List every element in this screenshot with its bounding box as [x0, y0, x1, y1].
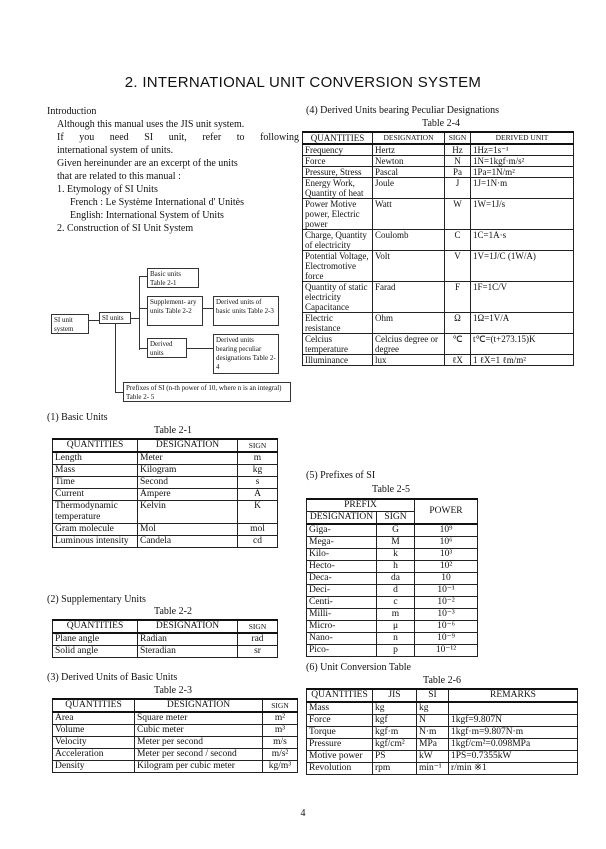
table-row — [53, 712, 298, 725]
col-header: DERIVED UNIT — [471, 132, 574, 144]
page-number: 4 — [300, 808, 306, 819]
cell: 1N=1kgf·m/s² — [471, 156, 574, 167]
cell: m/s — [263, 737, 298, 749]
cell: d — [377, 585, 415, 597]
section-supplementary-units: (2) Supplementary Units — [47, 594, 146, 605]
cell: r/min ※1 — [449, 763, 578, 775]
cell: 10⁶ — [415, 537, 478, 549]
cell: 1V=1J/C (1W/A) — [471, 251, 574, 282]
cell: Farad — [373, 282, 445, 313]
table-row — [53, 725, 298, 737]
cell: Pressure — [307, 739, 373, 751]
cell: t℃=(t+273.15)K — [471, 334, 574, 355]
cell: J — [445, 178, 471, 199]
cell: 10² — [415, 561, 478, 573]
cell: A — [238, 489, 278, 501]
cell: Potential Voltage, Electromotive force — [303, 251, 373, 282]
cell: 10⁻³ — [415, 609, 478, 621]
cell: Giga- — [307, 524, 377, 537]
table-row — [303, 144, 574, 156]
intro-line: international system of units. — [57, 145, 174, 156]
intro-heading: Introduction — [47, 106, 97, 117]
cell: ℃ — [445, 334, 471, 355]
cell: 10⁻¹ — [415, 585, 478, 597]
table-row — [307, 739, 578, 751]
cell: Kilogram — [138, 465, 238, 477]
table-row — [307, 763, 578, 775]
cell: Electric resistance — [303, 313, 373, 334]
cell: 1kgf=9.807N — [449, 715, 578, 727]
section-derived-basic-units: (3) Derived Units of Basic Units — [47, 672, 178, 683]
cell — [449, 702, 578, 715]
col-header: DESIGNATION — [138, 620, 238, 633]
cell: Time — [53, 477, 138, 489]
cell: Kilo- — [307, 549, 377, 561]
cell: Mass — [307, 702, 373, 715]
table-caption: Table 2-4 — [422, 118, 460, 129]
col-header: DESIGNATION — [138, 439, 238, 452]
cell: Milli- — [307, 609, 377, 621]
table-row — [303, 156, 574, 167]
section-unit-conversion: (6) Unit Conversion Table — [306, 662, 411, 673]
col-header: SIGN — [238, 620, 278, 633]
table-row — [307, 549, 478, 561]
col-header: POWER — [415, 499, 478, 524]
cell: Ampere — [138, 489, 238, 501]
cell: Micro- — [307, 621, 377, 633]
cell: 1F=1C/V — [471, 282, 574, 313]
cell: PS — [373, 751, 417, 763]
cell: 1C=1A·s — [471, 230, 574, 251]
cell: Hecto- — [307, 561, 377, 573]
col-header: SIGN — [377, 512, 415, 525]
cell: G — [377, 524, 415, 537]
diagram-si-unit-system: SI unit system — [51, 314, 89, 334]
cell: Force — [307, 715, 373, 727]
cell: Power Motive power, Electric power — [303, 199, 373, 230]
col-header: QUANTITIES — [53, 620, 138, 633]
cell: mol — [238, 524, 278, 536]
cell: 10⁻¹² — [415, 645, 478, 657]
table-row — [307, 727, 578, 739]
cell: Current — [53, 489, 138, 501]
section-derived-peculiar-units: (4) Derived Units bearing Peculiar Designations — [306, 105, 500, 116]
diagram-derived-basic: Derived units of basic units Table 2-3 — [213, 296, 279, 326]
cell: Meter — [138, 452, 238, 465]
table-caption: Table 2-3 — [154, 685, 192, 696]
cell: Centi- — [307, 597, 377, 609]
col-header: DESIGNATION — [135, 699, 263, 712]
page-title: 2. INTERNATIONAL UNIT CONVERSION SYSTEM — [124, 74, 482, 91]
table-row — [307, 597, 478, 609]
cell: ℓX — [445, 355, 471, 366]
table-row — [303, 355, 574, 366]
cell: μ — [377, 621, 415, 633]
table-row — [307, 561, 478, 573]
table-row — [53, 465, 278, 477]
table-row — [53, 749, 298, 761]
cell: Illuminance — [303, 355, 373, 366]
cell: Hz — [445, 144, 471, 156]
cell: lux — [373, 355, 445, 366]
cell: MPa — [417, 739, 449, 751]
cell: 10⁻⁹ — [415, 633, 478, 645]
cell: Volume — [53, 725, 135, 737]
table-row — [53, 761, 298, 773]
cell: Torque — [307, 727, 373, 739]
cell: Motive power — [307, 751, 373, 763]
table-row — [53, 501, 278, 524]
cell: N — [445, 156, 471, 167]
cell: Coulomb — [373, 230, 445, 251]
cell: kg — [417, 702, 449, 715]
cell: Kilogram per cubic meter — [135, 761, 263, 773]
cell: 1Hz=1s⁻¹ — [471, 144, 574, 156]
cell: 1J=1N·m — [471, 178, 574, 199]
table-row — [53, 633, 278, 646]
intro-line: that are related to this manual : — [57, 171, 181, 182]
cell: Solid angle — [53, 646, 138, 658]
table-row — [307, 621, 478, 633]
cell: Plane angle — [53, 633, 138, 646]
table-row — [307, 751, 578, 763]
list-subitem: French : Le Système International d' Unitès — [70, 197, 244, 208]
cell: Mega- — [307, 537, 377, 549]
table-row — [307, 585, 478, 597]
cell: kg/m³ — [263, 761, 298, 773]
cell: Charge, Quantity of electricity — [303, 230, 373, 251]
table-row — [303, 313, 574, 334]
table-row — [303, 230, 574, 251]
col-header: JIS — [373, 689, 417, 702]
cell: 10³ — [415, 549, 478, 561]
cell: Volt — [373, 251, 445, 282]
col-group-header: PREFIX — [307, 499, 415, 512]
cell: Density — [53, 761, 135, 773]
col-header: SIGN — [263, 699, 298, 712]
cell: Nano- — [307, 633, 377, 645]
table-row — [53, 477, 278, 489]
table-row — [307, 537, 478, 549]
cell: Hertz — [373, 144, 445, 156]
cell: Cubic meter — [135, 725, 263, 737]
list-item: 1. Etymology of SI Units — [57, 184, 158, 195]
cell: W — [445, 199, 471, 230]
cell: 10⁻² — [415, 597, 478, 609]
table-row — [307, 633, 478, 645]
section-basic-units: (1) Basic Units — [47, 412, 108, 423]
table-caption: Table 2-6 — [423, 675, 461, 686]
unit-conversion-table — [306, 688, 578, 775]
cell: kW — [417, 751, 449, 763]
table-row — [303, 251, 574, 282]
table-row — [303, 167, 574, 178]
list-subitem: English: International System of Units — [70, 210, 224, 221]
diagram-si-units: SI units — [99, 312, 131, 324]
col-header: SIGN — [445, 132, 471, 144]
table-row — [307, 609, 478, 621]
cell: 1 ℓX=1 ℓm/m² — [471, 355, 574, 366]
cell: 1Pa=1N/m² — [471, 167, 574, 178]
diagram-derived-units: Derived units — [147, 338, 187, 358]
cell: 1W=1J/s — [471, 199, 574, 230]
table-row — [303, 199, 574, 230]
diagram-supplementary-units: Supplement- ary units Table 2-2 — [147, 296, 203, 326]
col-header: QUANTITIES — [53, 439, 138, 452]
basic-units-table — [52, 438, 278, 548]
cell: k — [377, 549, 415, 561]
cell: Meter per second / second — [135, 749, 263, 761]
table-caption: Table 2-2 — [154, 606, 192, 617]
cell: m — [238, 452, 278, 465]
col-header: DESIGNATION — [307, 512, 377, 525]
cell: m/s² — [263, 749, 298, 761]
si-construction-diagram — [47, 262, 299, 402]
table-row — [307, 715, 578, 727]
cell: F — [445, 282, 471, 313]
table-caption: Table 2-1 — [154, 425, 192, 436]
cell: Ω — [445, 313, 471, 334]
cell: Ohm — [373, 313, 445, 334]
cell: 10 — [415, 573, 478, 585]
derived-peculiar-units-table — [302, 131, 574, 366]
cell: Celcius degree or degree — [373, 334, 445, 355]
cell: sr — [238, 646, 278, 658]
cell: Watt — [373, 199, 445, 230]
table-row — [303, 282, 574, 313]
cell: kgf·m — [373, 727, 417, 739]
cell: c — [377, 597, 415, 609]
cell: M — [377, 537, 415, 549]
cell: V — [445, 251, 471, 282]
col-header: DESIGNATION — [373, 132, 445, 144]
cell: Pa — [445, 167, 471, 178]
col-header: REMARKS — [449, 689, 578, 702]
introduction — [47, 105, 299, 235]
col-header: QUANTITIES — [53, 699, 135, 712]
cell: 1Ω=1V/A — [471, 313, 574, 334]
cell: kg — [238, 465, 278, 477]
col-header: QUANTITIES — [303, 132, 373, 144]
cell: Length — [53, 452, 138, 465]
cell: h — [377, 561, 415, 573]
cell: 1PS=0.7355kW — [449, 751, 578, 763]
table-row — [307, 573, 478, 585]
diagram-derived-peculiar: Derived units bearing peculiar designations Table 2-4 — [213, 334, 279, 374]
cell: p — [377, 645, 415, 657]
cell: Meter per second — [135, 737, 263, 749]
cell: Pressure, Stress — [303, 167, 373, 178]
cell: kgf/cm² — [373, 739, 417, 751]
cell: Revolution — [307, 763, 373, 775]
table-caption: Table 2-5 — [372, 484, 410, 495]
cell: Velocity — [53, 737, 135, 749]
cell: K — [238, 501, 278, 524]
table-row — [53, 646, 278, 658]
cell: da — [377, 573, 415, 585]
cell: Mass — [53, 465, 138, 477]
cell: Steradian — [138, 646, 238, 658]
table-row — [53, 536, 278, 548]
table-row — [53, 489, 278, 501]
intro-line: If you need SI unit, refer to following — [57, 132, 299, 143]
cell: Force — [303, 156, 373, 167]
col-header: SIGN — [238, 439, 278, 452]
cell: n — [377, 633, 415, 645]
cell: Pico- — [307, 645, 377, 657]
cell: Newton — [373, 156, 445, 167]
cell: Energy Work, Quantity of heat — [303, 178, 373, 199]
cell: 10⁹ — [415, 524, 478, 537]
cell: s — [238, 477, 278, 489]
cell: N — [417, 715, 449, 727]
list-item: 2. Construction of SI Unit System — [57, 223, 194, 234]
cell: Mol — [138, 524, 238, 536]
cell: rad — [238, 633, 278, 646]
cell: 10⁻⁶ — [415, 621, 478, 633]
diagram-basic-units: Basic units Table 2-1 — [147, 268, 199, 288]
intro-line: Given hereinunder are an excerpt of the units — [57, 158, 238, 169]
cell: Kelvin — [138, 501, 238, 524]
table-row — [53, 524, 278, 536]
cell: kgf — [373, 715, 417, 727]
cell: Joule — [373, 178, 445, 199]
supplementary-units-table — [52, 619, 278, 658]
cell: Square meter — [135, 712, 263, 725]
col-header: SI — [417, 689, 449, 702]
cell: Candela — [138, 536, 238, 548]
cell: 1kgf/cm²=0.098MPa — [449, 739, 578, 751]
cell: N·m — [417, 727, 449, 739]
cell: Frequency — [303, 144, 373, 156]
cell: Radian — [138, 633, 238, 646]
intro-line: Although this manual uses the JIS unit system. — [57, 119, 245, 130]
table-row — [303, 178, 574, 199]
cell: Celcius temperature — [303, 334, 373, 355]
table-row — [303, 334, 574, 355]
cell: kg — [373, 702, 417, 715]
cell: Deci- — [307, 585, 377, 597]
cell: min⁻¹ — [417, 763, 449, 775]
cell: m — [377, 609, 415, 621]
cell: rpm — [373, 763, 417, 775]
derived-basic-units-table — [52, 698, 298, 773]
cell: Luminous intensity — [53, 536, 138, 548]
cell: Pascal — [373, 167, 445, 178]
cell: m² — [263, 712, 298, 725]
cell: Quantity of static electricity Capacitance — [303, 282, 373, 313]
cell: Acceleration — [53, 749, 135, 761]
cell: Second — [138, 477, 238, 489]
table-row — [307, 702, 578, 715]
cell: Gram molecule — [53, 524, 138, 536]
cell: C — [445, 230, 471, 251]
cell: Deca- — [307, 573, 377, 585]
cell: Thermodynamic temperature — [53, 501, 138, 524]
cell: 1kgf·m=9.807N·m — [449, 727, 578, 739]
section-prefixes: (5) Prefixes of SI — [306, 470, 376, 481]
cell: cd — [238, 536, 278, 548]
cell: Area — [53, 712, 135, 725]
table-row — [307, 524, 478, 537]
col-header: QUANTITIES — [307, 689, 373, 702]
table-row — [53, 737, 298, 749]
cell: m³ — [263, 725, 298, 737]
table-row — [307, 645, 478, 657]
prefixes-table — [306, 498, 478, 657]
diagram-prefixes: Prefixes of SI (n-th power of 10, where n is an integral) Table 2- 5 — [123, 382, 291, 402]
table-row — [53, 452, 278, 465]
